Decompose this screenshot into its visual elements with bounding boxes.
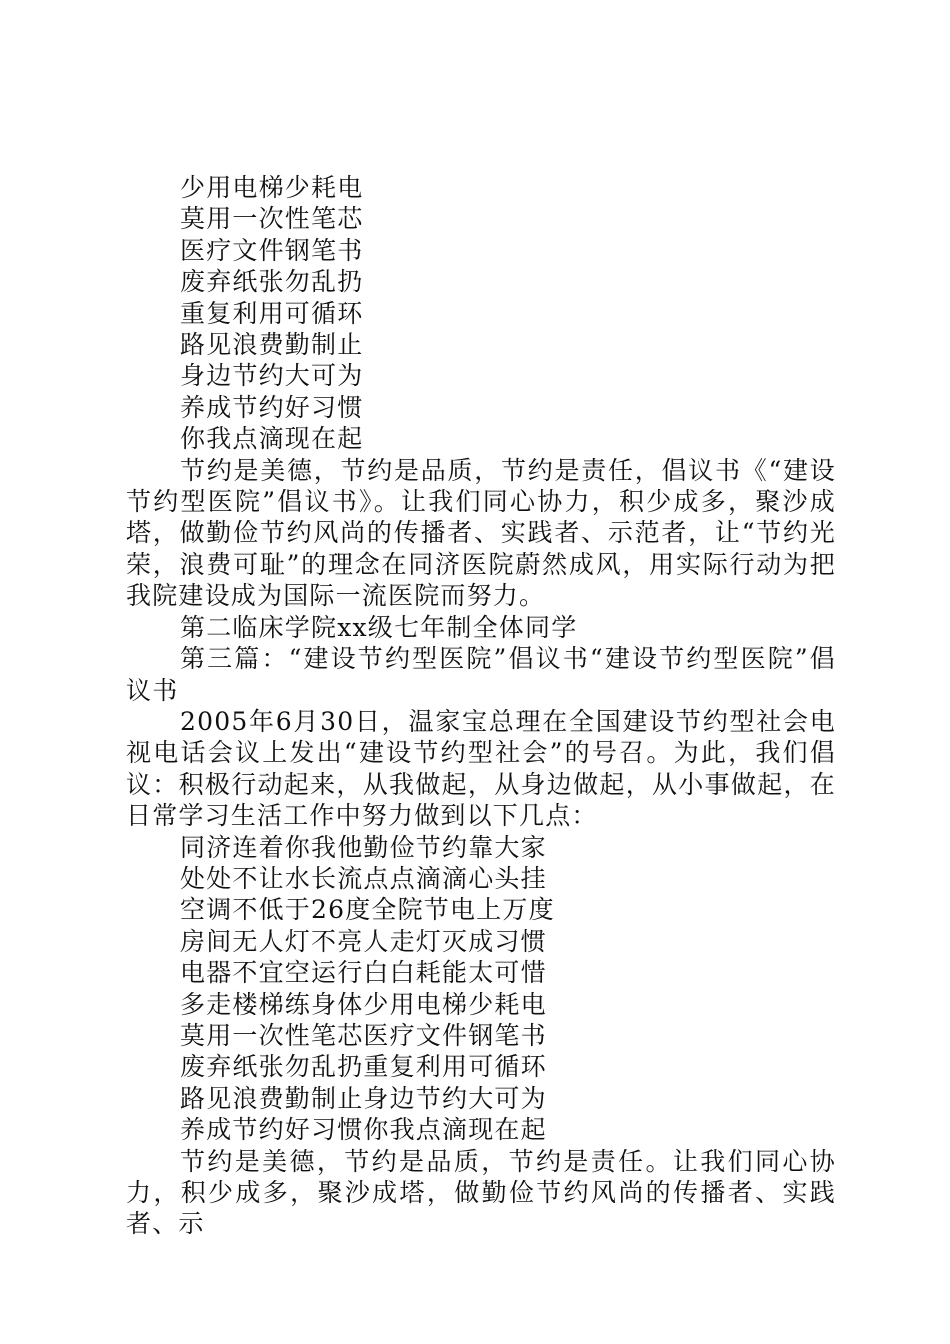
verse-line: 多走楼梯练身体少用电梯少耗电 [180,989,547,1019]
verse-line: 同济连着你我他勤俭节约靠大家 [180,832,547,862]
verse-line: 养成节约好习惯你我点滴现在起 [180,1115,547,1145]
verse-line: 重复利用可循环 [180,298,364,328]
intro-paragraph: 2005年6月30日，温家宝总理在全国建设节约型社会电视电话会议上发出“建设节约型社会”的号召。为此，我们倡议：积极行动起来，从我做起，从身边做起，从小事做起，在日常学习生活工作中努力做到以下几点： [126,706,836,831]
closing-paragraph: 节约是美德，节约是品质，节约是责任，倡议书《“建设节约型医院”倡议书》。让我们同心协力，积少成多，聚沙成塔，做勤俭节约风尚的传播者、实践者、示范者，让“节约光荣，浪费可耻”的理念在同济医院蔚然成风，用实际行动为把我院建设成为国际一流医院而努力。 [126,455,836,611]
verse-line: 空调不低于26度全院节电上万度 [180,895,555,925]
verse-line: 废弃纸张勿乱扔 [180,267,364,297]
verse-line: 你我点滴现在起 [180,424,364,454]
verse-line: 路见浪费勤制止身边节约大可为 [180,1083,547,1113]
verse-line: 处处不让水长流点点滴滴心头挂 [180,863,547,893]
section-title: 第三篇：“建设节约型医院”倡议书“建设节约型医院”倡议书 [126,644,836,705]
final-paragraph: 节约是美德，节约是品质，节约是责任。让我们同心协力，积少成多，聚沙成塔，做勤俭节约风尚的传播者、实践者、示 [126,1146,836,1239]
signature-line: 第二临床学院xx级七年制全体同学 [180,612,578,642]
document-body [126,172,836,1240]
verse-line: 养成节约好习惯 [180,392,364,422]
verse-block-2 [126,832,836,1146]
verse-line: 废弃纸张勿乱扔重复利用可循环 [180,1052,547,1082]
verse-line: 莫用一次性笔芯 [180,204,364,234]
verse-line: 房间无人灯不亮人走灯灭成习惯 [180,926,547,956]
verse-line: 少用电梯少耗电 [180,173,364,202]
verse-line: 身边节约大可为 [180,361,364,391]
verse-line: 莫用一次性笔芯医疗文件钢笔书 [180,1020,547,1050]
verse-block-1 [126,172,836,455]
verse-line: 医疗文件钢笔书 [180,235,364,265]
verse-line: 路见浪费勤制止 [180,330,364,360]
verse-line: 电器不宜空运行白白耗能太可惜 [180,958,547,988]
